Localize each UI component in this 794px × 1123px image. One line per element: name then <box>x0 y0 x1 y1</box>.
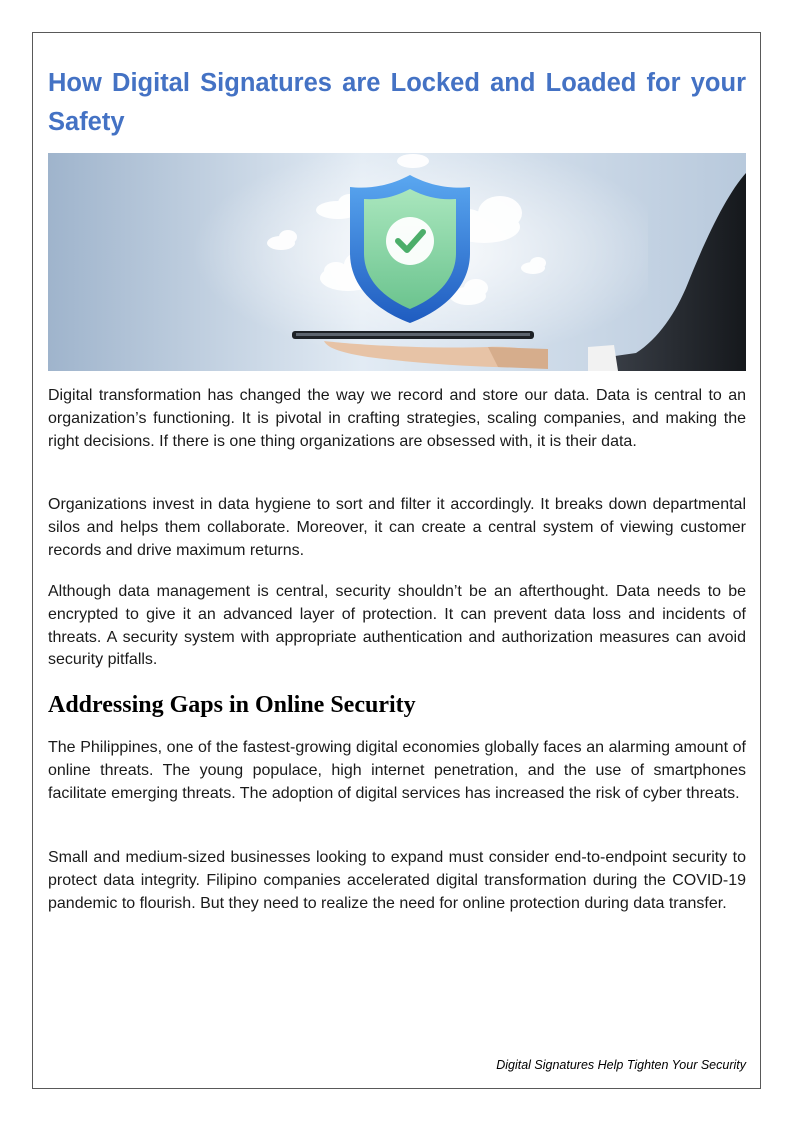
page-title: How Digital Signatures are Locked and Loaded for your Safety <box>48 69 746 136</box>
page-footer: Digital Signatures Help Tighten Your Security <box>496 1058 746 1072</box>
intro-paragraph-3: Although data management is central, security shouldn’t be an afterthought. Data needs to be encrypted to give it an advanced layer of protection. It can prevent data loss and incidents of threats. A security system with appropriate authentication and authorization measures can avoid security pitfalls. <box>48 583 746 669</box>
section-paragraph-2: Small and medium-sized businesses looking to expand must consider end-to-endpoint security to protect data integrity. Filipino companies accelerated digital transformation during the COVID-19 pandemic to flourish. But they need to realize the need for online protection during data transfer. <box>48 849 746 912</box>
shield-check-icon <box>48 153 746 371</box>
section-paragraph-1: The Philippines, one of the fastest-growing digital economies globally faces an alarming amount of online threats. The young populace, high internet penetration, and the use of smartphones facilitate emerging threats. The adoption of digital services has increased the risk of cyber threats. <box>48 739 746 802</box>
intro-paragraph-2: Organizations invest in data hygiene to sort and filter it accordingly. It breaks down departmental silos and helps them collaborate. Moreover, it can create a central system of viewing customer records and drive maximum returns. <box>48 496 746 559</box>
hero-image <box>48 153 746 371</box>
intro-paragraph-1: Digital transformation has changed the way we record and store our data. Data is central to an organization’s functioning. It is pivotal in crafting strategies, scaling companies, and making the right decisions. If there is one thing organizations are obsessed with, it is their data. <box>48 387 746 450</box>
section-heading: Addressing Gaps in Online Security <box>48 692 416 718</box>
